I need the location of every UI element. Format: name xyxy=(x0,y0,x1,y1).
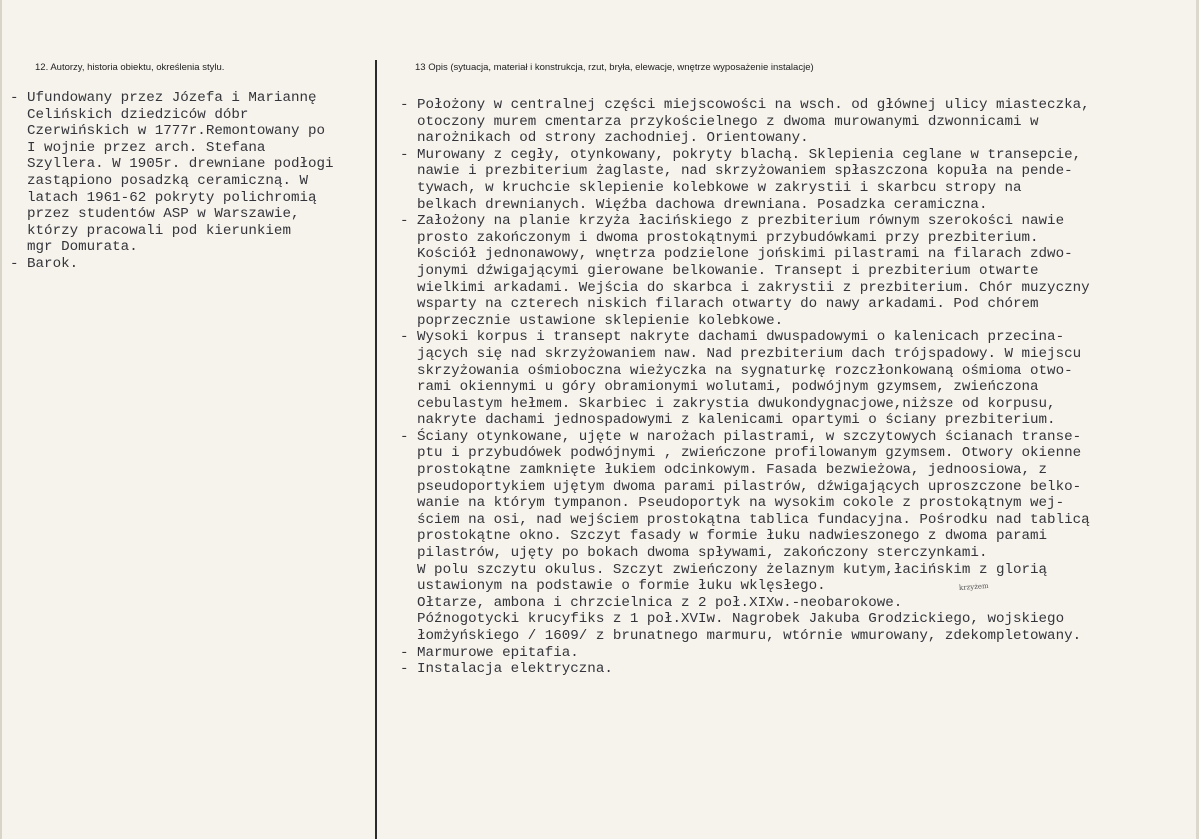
style-paragraph: - Barok. xyxy=(10,255,79,272)
location-paragraph: - Położony w centralnej części miejscowości na wsch. od głównej ulicy miasteczka, otoczony murem cmentarza przykościelnego z dwoma murowanymi dzwonnicami w narożnikach od strony zachodniej. Orientowany. xyxy=(400,97,1090,147)
history-paragraph: - Ufundowany przez Józefa i Mariannę Celińskich dziedziców dóbr Czerwińskich w 1777r.Remontowany po I wojnie przez arch. Stefana Szyllera. W 1905r. drewniane podłogi zastąpiono posadzką ceramiczną. W latach 1961-62 pokryty polichromią przez studentów ASP w Warszawie, którzy pracowali pod kierunkiem mgr Domurata. xyxy=(10,90,334,256)
installation-item: - Instalacja elektryczna. xyxy=(400,661,613,678)
description-column xyxy=(400,97,1198,678)
elevation-paragraph: - Ściany otynkowane, ujęte w narożach pilastrami, w szczytowych ścianach transe- ptu i przybudówek podwójnymi , zwieńczone profilowanym gzymsem. Otwory okienne prostokątne zamknięte łukiem odcinkowym. Fasada bezwieżowa, jednoosiowa, z pseudoportykiem ujętym dwoma parami pilastrów, dźwigających uproszczone belko- wanie na którym tympanon. Pseudoportyk na wysokim cokole z prostokątnym wej- ściem na osi, nad wejściem prostokątna tablica fundacyjna. Pośrodku nad tablicą prostokątne okno. Szczyt fasady w formie łuku nadwieszonego z dwoma parami pilastrów, ujęty po bokach dwoma spływami, zakończony sterczynkami. W polu szczytu okulus. Szczyt zwieńczony żelaznym kutym,łacińskim z glorią ustawionym na podstawie o formie łuku wklęsłego. Ołtarze, ambona i chrzcielnica z 2 poł.XIXw.-neobarokowe. Późnogotycki krucyfiks z 1 poł.XVIw. Nagrobek Jakuba Grodzickiego, wojskiego łomżyńskiego / 1609/ z brunatnego marmuru, wtórnie wmurowany, zdekompletowany. xyxy=(400,428,1090,644)
section-13-heading: 13 Opis (sytuacja, materiał i konstrukcja, rzut, bryła, elewacje, wnętrze wyposażenie instalacje) xyxy=(415,62,814,73)
material-paragraph: - Murowany z cegły, otynkowany, pokryty blachą. Sklepienia ceglane w transepcie, nawie i prezbiterium żaglaste, nad skrzyżowaniem spłaszczona kopuła na pende- tywach, w kruchcie sklepienie kolebkowe w zakrystii i skarbcu stropy na belkach drewnianych. Więźba dachowa drewniana. Posadzka ceramiczna. xyxy=(400,146,1082,213)
section-12-heading: 12. Autorzy, historia obiektu, określenia stylu. xyxy=(35,62,225,73)
handwritten-annotation: krzyżem xyxy=(958,581,989,593)
column-divider xyxy=(375,60,377,839)
roof-paragraph: - Wysoki korpus i transept nakryte dachami dwuspadowymi o kalenicach przecina- jących się nad skrzyżowaniem naw. Nad prezbiterium dach trójspadowy. W miejscu skrzyżowania ośmioboczna wieżyczka na sygnaturkę rozczłonkowaną ośmioma otwo- rami okiennymi u góry obramionymi wolutami, podwójnym gzymsem, zwieńczona cebulastym hełmem. Skarbiec i zakrystia dwukondygnacjowe,niższe od korpusu, nakryte dachami jednospadowymi z kalenicami opartymi o ściany prezbiterium. xyxy=(400,329,1082,429)
authors-history-column xyxy=(10,90,370,273)
plan-paragraph: - Założony na planie krzyża łacińskiego z prezbiterium równym szerokości nawie prosto zakończonym i dwoma prostokątnymi przybudówkami przy prezbiterium. Kościół jednonawowy, wnętrza podzielone jońskimi pilastrami na filarach zdwo- jonymi dźwigającymi gierowane belkowanie. Transept i prezbiterium otwarte wielkimi arkadami. Wejścia do skarbca i zakrystii z prezbiterium. Chór muzyczny wsparty na czterech niskich filarach otwarty do nawy arkadami. Pod chórem poprzecznie ustawione sklepienie kolebkowe. xyxy=(400,213,1090,329)
epitaph-item: - Marmurowe epitafia. xyxy=(400,644,579,661)
